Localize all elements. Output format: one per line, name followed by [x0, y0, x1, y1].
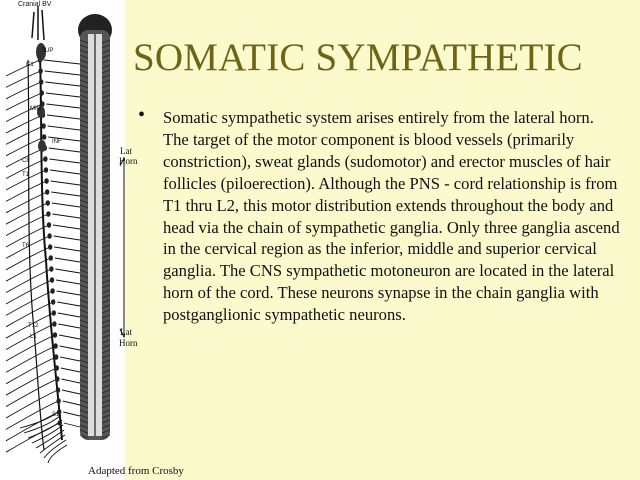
t12-label: T12	[28, 323, 39, 329]
t1-label: T1	[22, 172, 30, 178]
lateral-horn-range-arrow	[120, 158, 125, 337]
slide-title: SOMATIC SYMPATHETIC	[133, 36, 583, 79]
spinal-cord-illustration	[0, 0, 125, 470]
lat-horn-bottom-label-2: Horn	[119, 338, 138, 348]
l1-label: L1	[30, 334, 37, 340]
cranial-bv-label: Cranial BV	[18, 1, 52, 8]
c1-label: C1	[26, 62, 34, 68]
bullet-icon: •	[138, 104, 146, 126]
inferior-cervical-ganglion	[38, 140, 46, 152]
c8-label: C8	[22, 158, 30, 164]
nerve-fibers	[6, 57, 80, 463]
spinal-cord-diagram-panel	[0, 0, 125, 480]
bullet-text: Somatic sympathetic system arises entirely from the lateral horn. The target of the motor component is blood vessels (primarily constriction), sweat glands (sudomotor) and erector muscles of hair follicles (piloerection). Although the PNS - cord relationship is from T1 thru L2, this motor distribution extends throughout the body and head via the chain of sympathetic ganglia. Only three ganglia ascend in the cervical region as the inferior, middle and superior cervical ganglia. The CNS sympathetic motoneuron are located in the lateral horn of the cord. These neurons synapse in the chain ganglia with postganglionic sympathetic neurons.	[163, 108, 620, 325]
image-credit: Adapted from Crosby	[88, 465, 184, 477]
lat-horn-bottom-label-1: Lat	[120, 327, 132, 337]
inf-label: INF	[52, 139, 62, 145]
mid-label: MID	[30, 106, 41, 112]
lat-horn-top-label-2: Horn	[119, 156, 138, 166]
s1-label: S1	[52, 412, 60, 418]
lat-horn-top-label-1: Lat	[120, 146, 132, 156]
t6-label: T6	[22, 243, 30, 249]
sup-label: SUP	[41, 48, 54, 54]
